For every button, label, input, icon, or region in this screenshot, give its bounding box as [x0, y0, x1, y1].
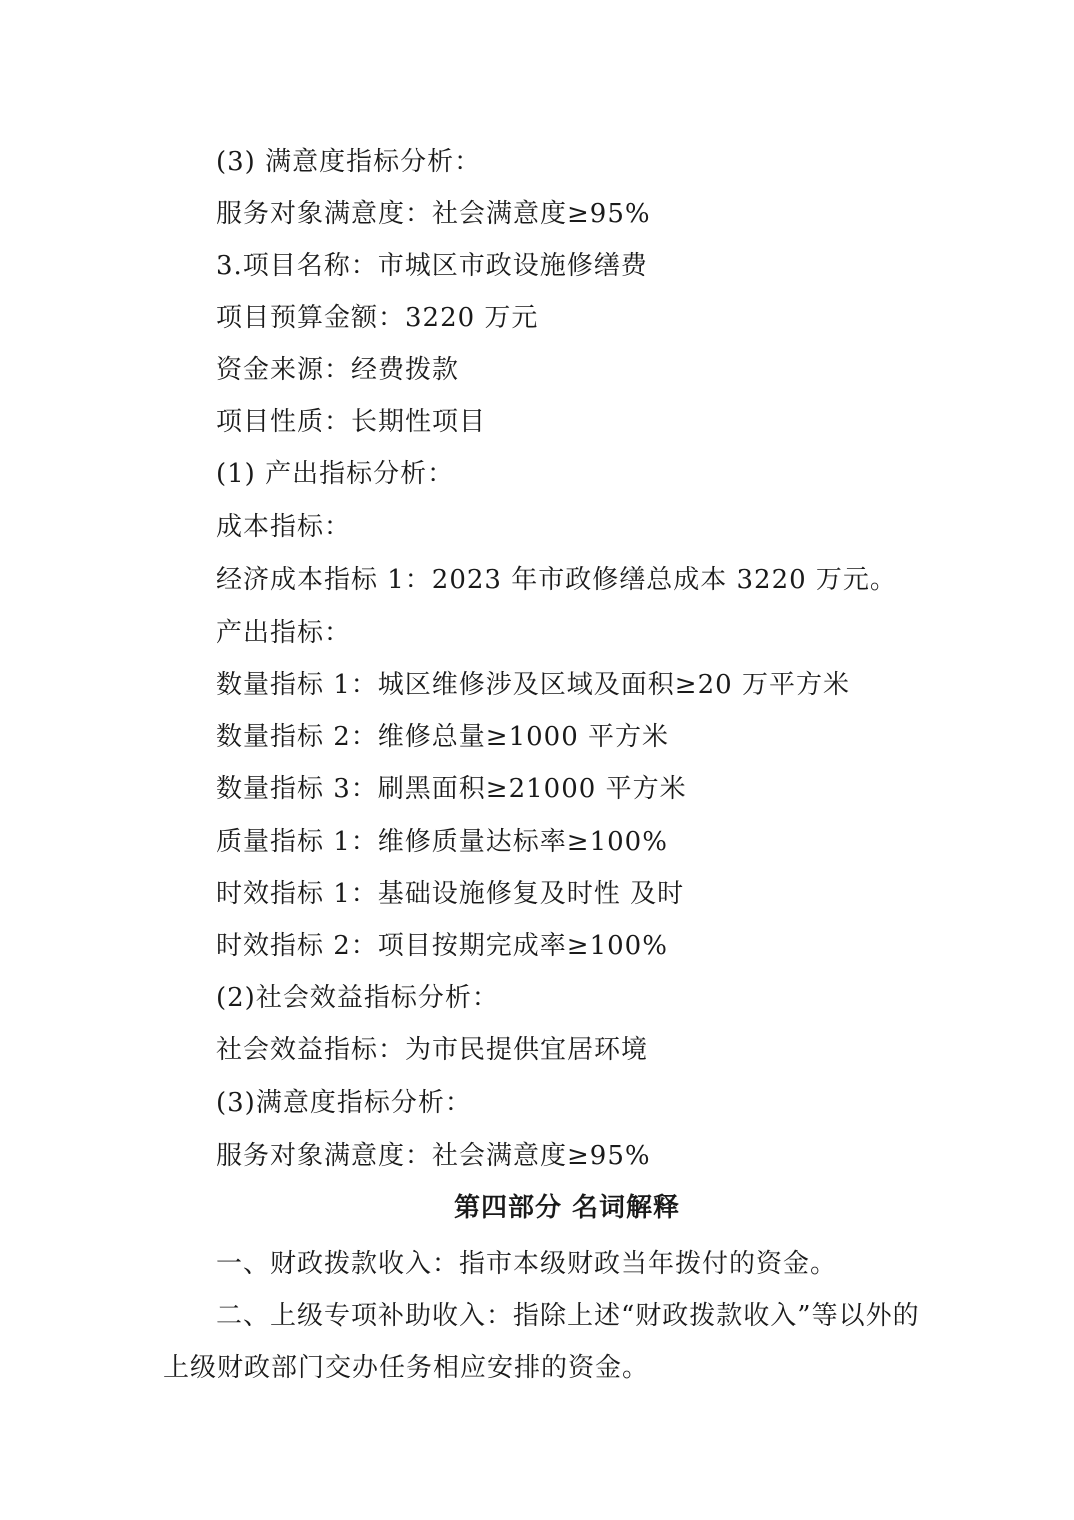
definition-paragraph: 一、财政拨款收入：指市本级财政当年拨付的资金。	[216, 1249, 838, 1279]
text-line: 3.项目名称：市城区市政设施修缮费	[216, 251, 648, 281]
text-line: 服务对象满意度：社会满意度≥95%	[216, 1141, 651, 1171]
text-line: 社会效益指标：为市民提供宜居环境	[216, 1035, 649, 1065]
text-line: 服务对象满意度：社会满意度≥95%	[216, 199, 651, 229]
text-line: 时效指标 1：基础设施修复及时性 及时	[216, 879, 685, 909]
section-heading: 第四部分 名词解释	[453, 1193, 681, 1223]
text-line: (3)满意度指标分析：	[216, 1088, 472, 1118]
text-line: (3) 满意度指标分析：	[216, 147, 482, 177]
text-line: 质量指标 1：维修质量达标率≥100%	[216, 827, 668, 857]
text-line: 数量指标 2：维修总量≥1000 平方米	[216, 722, 670, 752]
text-line: 资金来源：经费拨款	[216, 355, 460, 385]
text-line: 成本指标：	[216, 512, 352, 542]
text-line: 产出指标：	[216, 618, 352, 648]
text-line: 项目性质：长期性项目	[216, 407, 487, 437]
text-line: 数量指标 3：刷黑面积≥21000 平方米	[216, 774, 687, 804]
text-line: 经济成本指标 1：2023 年市政修缮总成本 3220 万元。	[216, 565, 897, 595]
text-line: (1) 产出指标分析：	[216, 459, 455, 489]
text-line: (2)社会效益指标分析：	[216, 983, 499, 1013]
text-line: 数量指标 1：城区维修涉及区域及面积≥20 万平方米	[216, 670, 850, 700]
definition-paragraph: 二、上级专项补助收入：指除上述“财政拨款收入”等以外的上级财政部门交办任务相应安排的资金。	[163, 1301, 920, 1383]
text-line: 项目预算金额：3220 万元	[216, 303, 539, 333]
text-line: 时效指标 2：项目按期完成率≥100%	[216, 931, 668, 961]
